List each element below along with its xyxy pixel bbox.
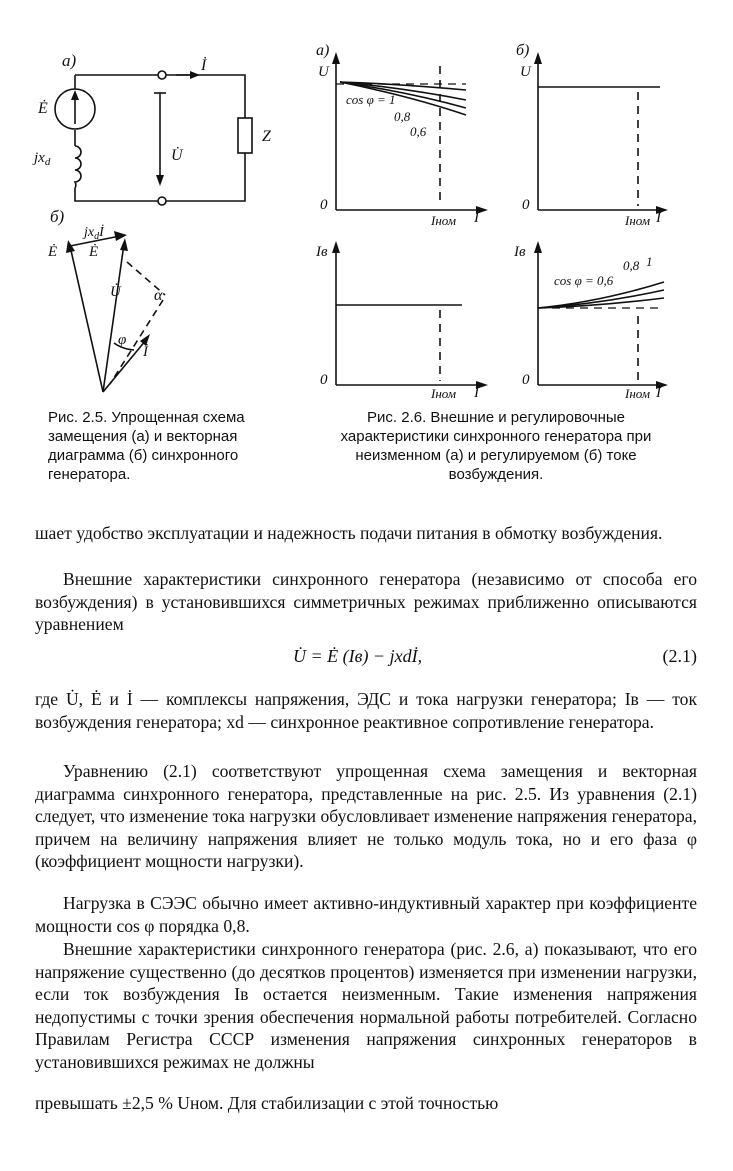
panel-a-label: а) <box>316 42 330 59</box>
curve-label-d-08: 0,8 <box>623 258 640 273</box>
figure-2-6-caption: Рис. 2.6. Внешние и регулировочные характеристики синхронного генератора при неизменном (а) и регулируемом (б) токе возбуждения. <box>340 409 652 483</box>
chart-panel-c <box>315 241 488 401</box>
panel-c-xtick: Iном <box>431 386 457 401</box>
equivalent-circuit <box>32 51 272 205</box>
panel-b-origin: 0 <box>522 197 530 213</box>
paragraph-3: Уравнению (2.1) соответствуют упрощенная схема замещения и векторная диаграмма синхронного генератора, представленные на рис. 2.5. Из уравнения (2.1) следует, что изменение тока нагрузки обусловливает изменение напряжения генератора, причем на величину напряжения влияет не только модуль тока, но и его фаза φ (коэффициент мощности нагрузки). <box>35 761 697 871</box>
panel-c-ylabel: Iв <box>316 244 328 260</box>
panel-b-xtick: Iном <box>625 213 651 228</box>
vector-e-side-label: Ė <box>48 244 58 260</box>
figure-2-5-caption: Рис. 2.5. Упрощенная схема замещения (а) и векторная диаграмма (б) синхронного генератора. <box>48 409 245 483</box>
label-a: а) <box>62 51 77 70</box>
paragraph-0: шает удобство эксплуатации и надежность подачи питания в обмотку возбуждения. <box>35 523 663 543</box>
voltage-label: U̇ <box>171 147 183 164</box>
curve-label-08: 0,8 <box>394 109 411 124</box>
emf-label: Ė <box>38 100 48 117</box>
panel-d-origin: 0 <box>522 372 530 388</box>
curve-label-d-1: 1 <box>646 254 653 269</box>
curve-label-d-06: cos φ = 0,6 <box>554 273 614 288</box>
panel-d-xtick: Iном <box>625 386 651 401</box>
equation-formula: U̇ = Ė (Iв) − jxdİ, <box>293 646 423 666</box>
vector-u-label: U̇ <box>110 284 121 300</box>
paragraph-2: где U̇, Ė и İ — комплексы напряжения, ЭДС и тока нагрузки генератора; Iв — ток возбуждения генератора; xd — синхронное реактивное сопротивление генератора. <box>35 689 697 732</box>
panel-a-origin: 0 <box>320 197 328 213</box>
panel-d-xlabel: I <box>656 385 661 401</box>
equation-number: (2.1) <box>662 646 697 666</box>
impedance-label: Z <box>262 128 271 145</box>
label-b: б) <box>50 207 65 226</box>
current-label: İ <box>201 57 207 74</box>
paragraph-1: Внешние характеристики синхронного генератора (независимо от способа его возбуждения) в установившихся симметричных режимах приближенно описываются уравнением <box>35 569 697 634</box>
panel-a-xtick: Iном <box>431 213 457 228</box>
paragraph-5: Внешние характеристики синхронного генератора (рис. 2.6, а) показывают, что его напряжение существенно (до десятков процентов) изменяется при изменении нагрузки, если ток возбуждения Iв остается неизменным. Такие изменения напряжения недопустимы с точки зрения обеспечения нормальной работы потребителей. Согласно Правилам Регистра СССР изменения напряжения синхронных генераторов в установившихся режимах не должны <box>35 939 697 1072</box>
panel-c-xlabel: I <box>474 385 479 401</box>
curve-label-cos1: cos φ = 1 <box>346 92 396 107</box>
paragraph-4: Нагрузка в СЭЭС обычно имеет активно-индуктивный характер при коэффициенте мощности cos φ порядка 0,8. <box>35 893 697 936</box>
equation-2-1 <box>35 646 697 672</box>
vector-i-label: İ <box>143 344 148 360</box>
panel-b-ylabel: U <box>520 64 531 80</box>
alpha-label: α <box>154 287 163 304</box>
panel-b-xlabel: I <box>656 210 661 226</box>
vector-jxdi-label: $jx_dİ$ <box>84 225 104 242</box>
panel-b-label: б) <box>516 42 530 59</box>
curve-label-06: 0,6 <box>410 124 427 139</box>
panel-c-origin: 0 <box>320 372 328 388</box>
panel-d-ylabel: Iв <box>514 244 526 260</box>
reactance-label: $jx_d$ <box>34 150 51 168</box>
chart-panel-a <box>316 42 488 228</box>
vector-diagram <box>47 207 165 392</box>
chart-panel-b <box>516 42 668 228</box>
panel-a-xlabel: I <box>474 210 479 226</box>
vector-e-label: Ė <box>89 244 99 260</box>
chart-panel-d <box>513 241 668 401</box>
phi-label: φ <box>118 332 127 348</box>
paragraph-6: превышать ±2,5 % Uном. Для стабилизации с этой точностью <box>35 1093 499 1113</box>
panel-a-ylabel: U <box>318 64 329 80</box>
